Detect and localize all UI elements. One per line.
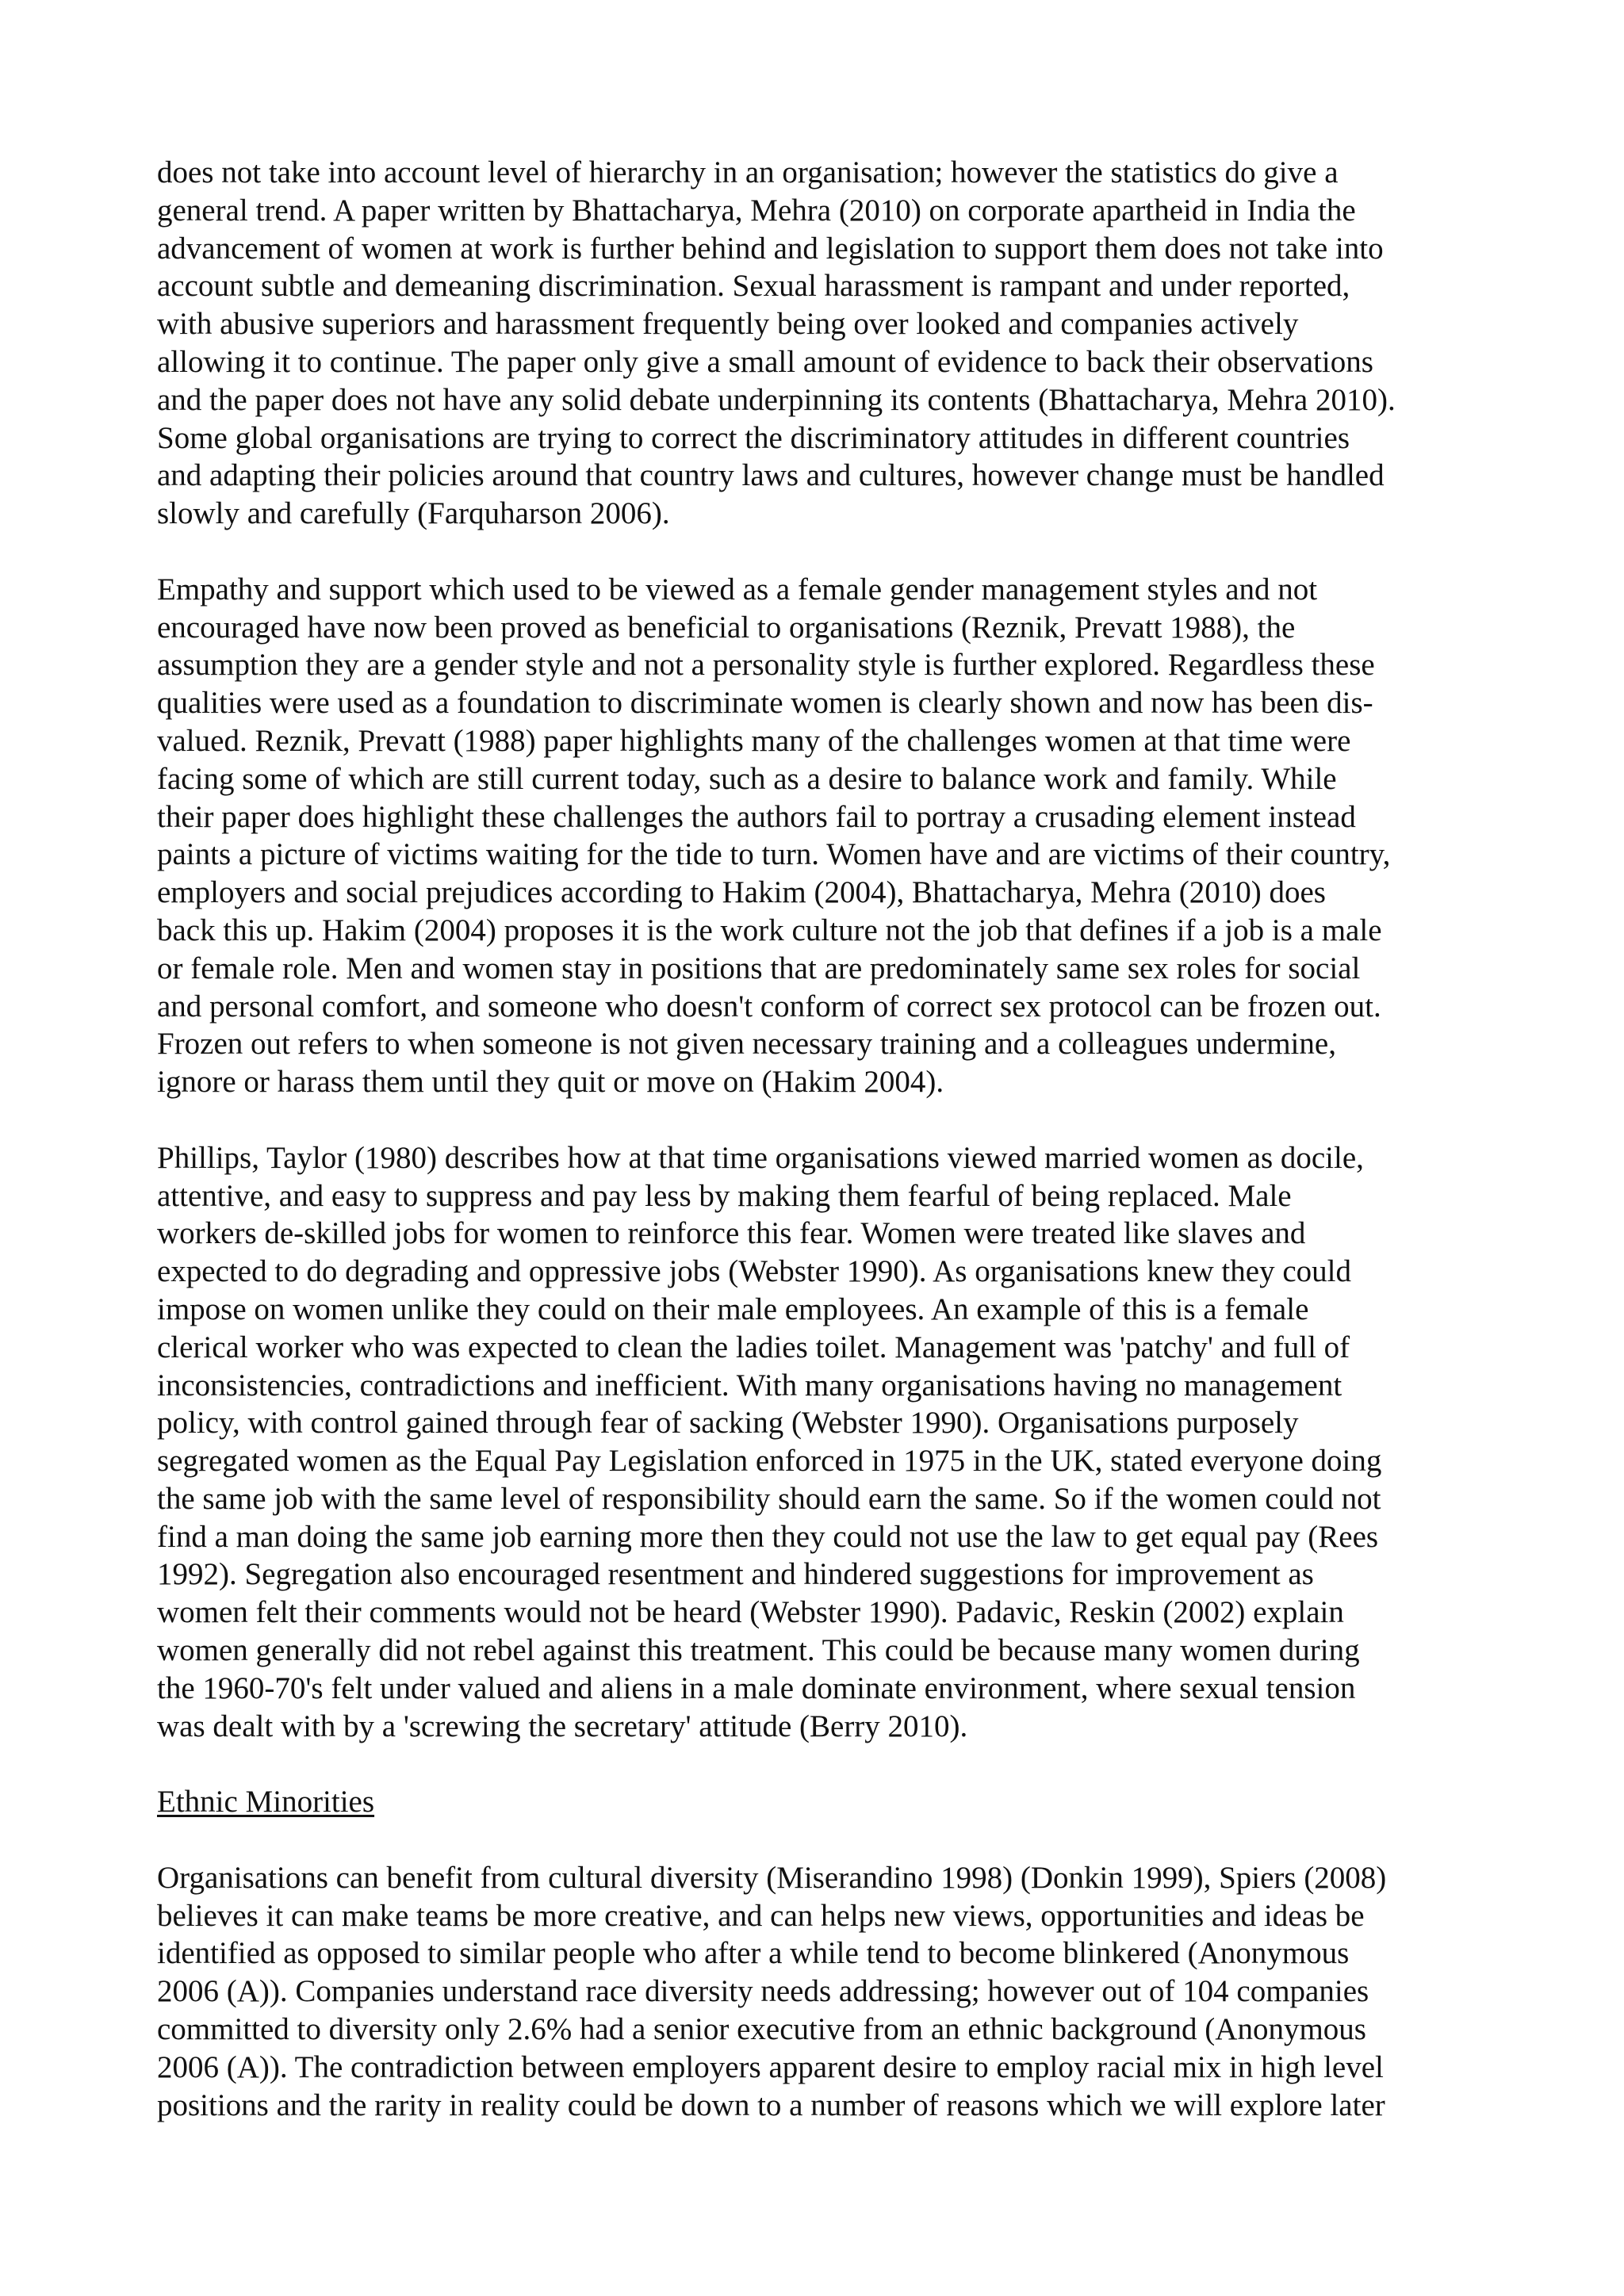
text-line: 1992). Segregation also encouraged resentment and hindered suggestions for improvement as — [157, 1557, 1314, 1592]
text-line: assumption they are a gender style and not a personality style is further explored. Regardless these — [157, 648, 1375, 683]
text-line: slowly and carefully (Farquharson 2006). — [157, 496, 670, 531]
text-line: attentive, and easy to suppress and pay less by making them fearful of being replaced. Male — [157, 1178, 1292, 1213]
document-body — [157, 154, 1467, 2124]
section-heading-text: Ethnic Minorities — [157, 1785, 375, 1820]
text-line: policy, with control gained through fear of sacking (Webster 1990). Organisations purposely — [157, 1406, 1299, 1441]
body-paragraph — [157, 1859, 1467, 2125]
body-paragraph — [157, 154, 1467, 533]
text-line: identified as opposed to similar people who after a while tend to become blinkered (Anonymous — [157, 1936, 1350, 1971]
text-line: employers and social prejudices according to Hakim (2004), Bhattacharya, Mehra (2010) does — [157, 875, 1326, 910]
text-line: the 1960-70's felt under valued and aliens in a male dominate environment, where sexual tension — [157, 1670, 1356, 1705]
text-line: Phillips, Taylor (1980) describes how at that time organisations viewed married women as docile, — [157, 1140, 1364, 1175]
text-line: positions and the rarity in reality could be down to a number of reasons which we will explore later — [157, 2087, 1385, 2122]
text-line: and adapting their policies around that country laws and cultures, however change must be handled — [157, 458, 1385, 493]
body-paragraph — [157, 571, 1467, 1101]
text-line: 2006 (A)). Companies understand race diversity needs addressing; however out of 104 companies — [157, 1974, 1369, 2009]
text-line: paints a picture of victims waiting for the tide to turn. Women have and are victims of their country, — [157, 837, 1391, 872]
text-line: and personal comfort, and someone who doesn't conform of correct sex protocol can be frozen out. — [157, 989, 1381, 1024]
text-line: and the paper does not have any solid debate underpinning its contents (Bhattacharya, Mehra 2010). — [157, 382, 1396, 417]
text-line: women generally did not rebel against this treatment. This could be because many women during — [157, 1633, 1360, 1668]
text-line: women felt their comments would not be heard (Webster 1990). Padavic, Reskin (2002) explain — [157, 1595, 1344, 1630]
text-line: with abusive superiors and harassment frequently being over looked and companies actively — [157, 307, 1299, 342]
text-line: Empathy and support which used to be viewed as a female gender management styles and not — [157, 572, 1318, 607]
text-line: advancement of women at work is further behind and legislation to support them does not take into — [157, 231, 1384, 266]
text-line: 2006 (A)). The contradiction between employers apparent desire to employ racial mix in high level — [157, 2049, 1384, 2084]
text-line: facing some of which are still current today, such as a desire to balance work and family. While — [157, 761, 1337, 796]
text-line: allowing it to continue. The paper only give a small amount of evidence to back their observations — [157, 344, 1373, 379]
text-line: was dealt with by a 'screwing the secretary' attitude (Berry 2010). — [157, 1709, 968, 1743]
text-line: or female role. Men and women stay in positions that are predominately same sex roles for social — [157, 951, 1361, 985]
text-line: valued. Reznik, Prevatt (1988) paper highlights many of the challenges women at that time were — [157, 723, 1351, 758]
body-paragraph — [157, 1139, 1467, 1746]
text-line: inconsistencies, contradictions and inefficient. With many organisations having no management — [157, 1368, 1342, 1402]
text-line: believes it can make teams be more creative, and can helps new views, opportunities and ideas be — [157, 1898, 1365, 1933]
paragraph-spacer — [157, 1745, 1467, 1783]
text-line: impose on women unlike they could on their male employees. An example of this is a female — [157, 1292, 1309, 1326]
text-line: find a man doing the same job earning more then they could not use the law to get equal pay (Rees — [157, 1519, 1379, 1554]
text-line: expected to do degrading and oppressive jobs (Webster 1990). As organisations knew they could — [157, 1254, 1351, 1289]
section-heading — [157, 1783, 1467, 1821]
text-line: ignore or harass them until they quit or move on (Hakim 2004). — [157, 1065, 944, 1100]
paragraph-spacer — [157, 1101, 1467, 1139]
text-line: committed to diversity only 2.6% had a senior executive from an ethnic background (Anonymous — [157, 2012, 1366, 2047]
text-line: the same job with the same level of responsibility should earn the same. So if the women could not — [157, 1481, 1381, 1516]
text-line: workers de-skilled jobs for women to reinforce this fear. Women were treated like slaves and — [157, 1216, 1306, 1251]
text-line: Organisations can benefit from cultural diversity (Miserandino 1998) (Donkin 1999), Spiers (2008) — [157, 1860, 1387, 1895]
text-line: encouraged have now been proved as beneficial to organisations (Reznik, Prevatt 1988), the — [157, 610, 1296, 645]
text-line: their paper does highlight these challenges the authors fail to portray a crusading element instead — [157, 799, 1356, 834]
text-line: Frozen out refers to when someone is not given necessary training and a colleagues undermine, — [157, 1027, 1336, 1062]
text-line: back this up. Hakim (2004) proposes it is the work culture not the job that defines if a job is a male — [157, 913, 1382, 947]
text-line: segregated women as the Equal Pay Legislation enforced in 1975 in the UK, stated everyone doing — [157, 1444, 1382, 1479]
text-line: clerical worker who was expected to clean the ladies toilet. Management was 'patchy' and full of — [157, 1330, 1350, 1364]
text-line: general trend. A paper written by Bhattacharya, Mehra (2010) on corporate apartheid in India the — [157, 193, 1356, 228]
text-line: qualities were used as a foundation to discriminate women is clearly shown and now has been dis- — [157, 686, 1373, 721]
text-line: does not take into account level of hierarchy in an organisation; however the statistics do give a — [157, 155, 1339, 189]
text-line: Some global organisations are trying to correct the discriminatory attitudes in different countries — [157, 420, 1350, 455]
text-line: account subtle and demeaning discrimination. Sexual harassment is rampant and under reported, — [157, 269, 1350, 304]
paragraph-spacer — [157, 1821, 1467, 1859]
paragraph-spacer — [157, 533, 1467, 571]
